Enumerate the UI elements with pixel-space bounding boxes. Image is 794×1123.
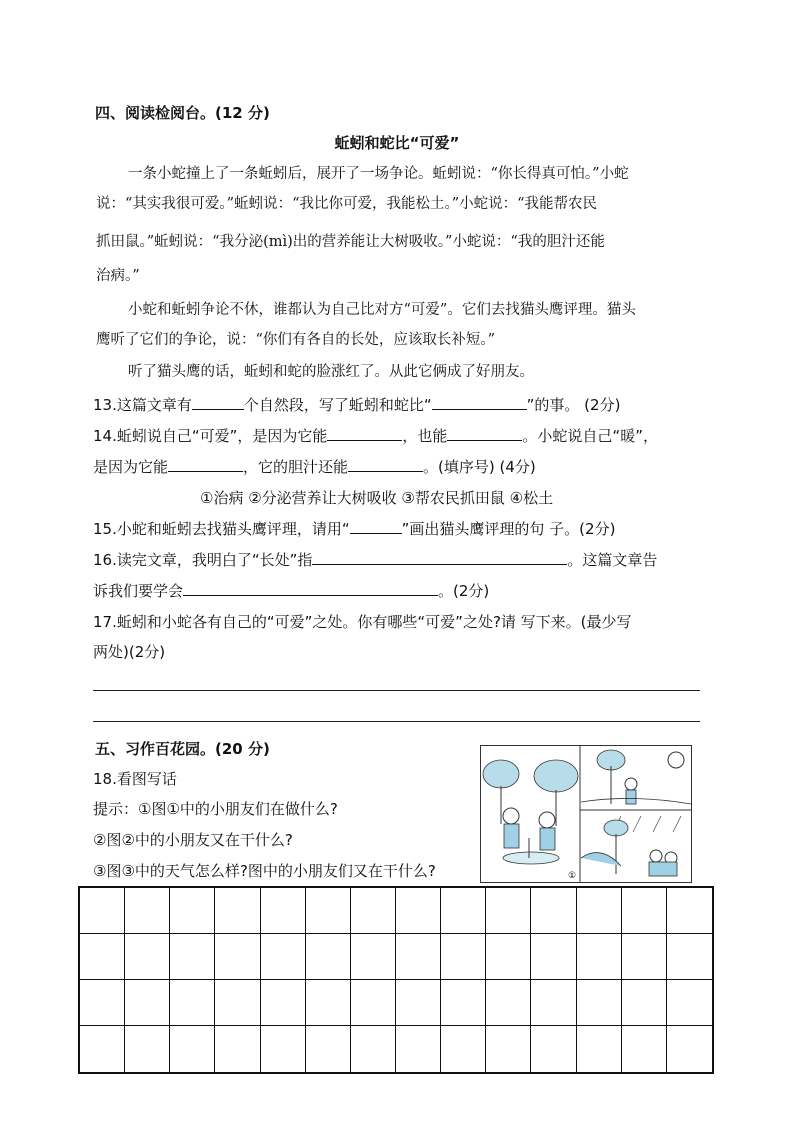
answer-blank[interactable] (168, 457, 243, 472)
grid-cell[interactable] (667, 980, 712, 1026)
question-14-line-2: 是因为它能 ，它的胆汁还能 。(填序号) (4分) (93, 458, 536, 476)
grid-cell[interactable] (215, 1026, 260, 1072)
grid-cell[interactable] (80, 980, 125, 1026)
grid-cell[interactable] (441, 1026, 486, 1072)
grid-cell[interactable] (125, 934, 170, 980)
answer-blank[interactable] (192, 395, 244, 410)
question-15: 15.小蛇和蚯蚓去找猫头鹰评理，请用“ ”画出猫头鹰评理的句 子。(2分) (93, 520, 616, 538)
grid-cell[interactable] (577, 888, 622, 934)
hint-1: 提示：①图①中的小朋友们在做什么? (93, 800, 338, 818)
grid-cell[interactable] (306, 888, 351, 934)
grid-cell[interactable] (80, 934, 125, 980)
answer-blank[interactable] (432, 395, 527, 410)
grid-cell[interactable] (306, 1026, 351, 1072)
answer-line[interactable] (93, 690, 700, 691)
grid-cell[interactable] (306, 934, 351, 980)
grid-cell[interactable] (351, 888, 396, 934)
passage-line: 治病。” (96, 268, 140, 284)
grid-cell[interactable] (577, 980, 622, 1026)
passage-line: 听了猫头鹰的话，蚯蚓和蛇的脸涨红了。从此它俩成了好朋友。 (128, 364, 534, 380)
section-4-heading: 四、阅读检阅台。(12 分) (95, 104, 270, 122)
question-18: 18.看图写话 (93, 770, 177, 788)
grid-cell[interactable] (396, 980, 441, 1026)
grid-cell[interactable] (486, 980, 531, 1026)
grid-cell[interactable] (622, 934, 667, 980)
grid-cell[interactable] (622, 888, 667, 934)
grid-cell[interactable] (80, 1026, 125, 1072)
grid-cell[interactable] (215, 888, 260, 934)
grid-cell[interactable] (261, 934, 306, 980)
passage-line: 鹰听了它们的争论，说：“你们有各自的长处，应该取长补短。” (96, 332, 496, 348)
grid-cell[interactable] (215, 934, 260, 980)
grid-cell[interactable] (351, 934, 396, 980)
question-17-line-2: 两处)(2分) (93, 643, 166, 661)
panel-3 (581, 816, 681, 876)
question-17-line-1: 17.蚯蚓和小蛇各有自己的“可爱”之处。你有哪些“可爱”之处?请 写下来。(最少写 (93, 613, 632, 631)
grid-cell[interactable] (577, 1026, 622, 1072)
grid-cell[interactable] (351, 1026, 396, 1072)
panel-1 (483, 760, 578, 864)
hint-3: ③图③中的天气怎么样?图中的小朋友们又在干什么? (93, 862, 436, 880)
grid-cell[interactable] (80, 888, 125, 934)
grid-cell[interactable] (170, 934, 215, 980)
panel-2 (581, 750, 691, 804)
grid-cell[interactable] (531, 1026, 576, 1072)
story-pictures (480, 745, 692, 883)
grid-cell[interactable] (577, 934, 622, 980)
grid-cell[interactable] (441, 888, 486, 934)
grid-cell[interactable] (667, 1026, 712, 1072)
grid-cell[interactable] (622, 1026, 667, 1072)
grid-cell[interactable] (396, 888, 441, 934)
grid-cell[interactable] (531, 888, 576, 934)
grid-cell[interactable] (486, 888, 531, 934)
passage-line: 说：“其实我很可爱。”蚯蚓说：“我比你可爱，我能松土。”小蛇说：“我能帮农民 (96, 196, 598, 212)
grid-cell[interactable] (261, 980, 306, 1026)
grid-cell[interactable] (531, 934, 576, 980)
grid-cell[interactable] (170, 888, 215, 934)
passage-line: 一条小蛇撞上了一条蚯蚓后，展开了一场争论。蚯蚓说：“你长得真可怕。”小蛇 (128, 166, 629, 182)
answer-blank[interactable] (327, 426, 402, 441)
grid-cell[interactable] (531, 980, 576, 1026)
grid-cell[interactable] (396, 1026, 441, 1072)
answer-blank[interactable] (312, 550, 567, 565)
grid-cell[interactable] (170, 1026, 215, 1072)
section-5-heading: 五、习作百花园。(20 分) (95, 740, 270, 758)
answer-line[interactable] (93, 721, 700, 722)
answer-blank[interactable] (348, 457, 423, 472)
grid-cell[interactable] (125, 980, 170, 1026)
writing-grid[interactable] (78, 886, 714, 1074)
grid-cell[interactable] (486, 934, 531, 980)
passage-line: 小蛇和蚯蚓争论不休，谁都认为自己比对方“可爱”。它们去找猫头鹰评理。猫头 (128, 302, 636, 318)
grid-cell[interactable] (125, 888, 170, 934)
answer-blank[interactable] (350, 519, 402, 534)
passage-line: 抓田鼠。”蚯蚓说：“我分泌(mì)出的营养能让大树吸收。”小蛇说：“我的胆汁还能 (96, 234, 605, 250)
grid-cell[interactable] (125, 1026, 170, 1072)
grid-cell[interactable] (441, 980, 486, 1026)
question-13: 13.这篇文章有 个自然段，写了蚯蚓和蛇比“ ”的事。 (2分) (93, 396, 621, 414)
question-14-line-1: 14.蚯蚓说自己“可爱”，是因为它能 ，也能 。小蛇说自己“暖”， (93, 427, 658, 445)
grid-cell[interactable] (170, 980, 215, 1026)
grid-cell[interactable] (215, 980, 260, 1026)
grid-cell[interactable] (396, 934, 441, 980)
grid-cell[interactable] (486, 1026, 531, 1072)
illustration-svg (481, 746, 691, 882)
grid-cell[interactable] (622, 980, 667, 1026)
grid-cell[interactable] (441, 934, 486, 980)
grid-cell[interactable] (306, 980, 351, 1026)
hint-2: ②图②中的小朋友又在干什么? (93, 831, 293, 849)
question-16-line-1: 16.读完文章，我明白了“长处”指 。这篇文章告 (93, 551, 658, 569)
question-16-line-2: 诉我们要学会 。(2分) (93, 582, 490, 600)
question-14-options: ①治病 ②分泌营养让大树吸收 ③帮农民抓田鼠 ④松土 (200, 489, 554, 507)
grid-cell[interactable] (261, 1026, 306, 1072)
grid-cell[interactable] (667, 888, 712, 934)
panel-number-label: ① (568, 871, 577, 881)
answer-blank[interactable] (447, 426, 522, 441)
grid-cell[interactable] (261, 888, 306, 934)
grid-cell[interactable] (667, 934, 712, 980)
answer-blank[interactable] (183, 581, 438, 596)
grid-cell[interactable] (351, 980, 396, 1026)
passage-title: 蚯蚓和蛇比“可爱” (334, 134, 460, 152)
